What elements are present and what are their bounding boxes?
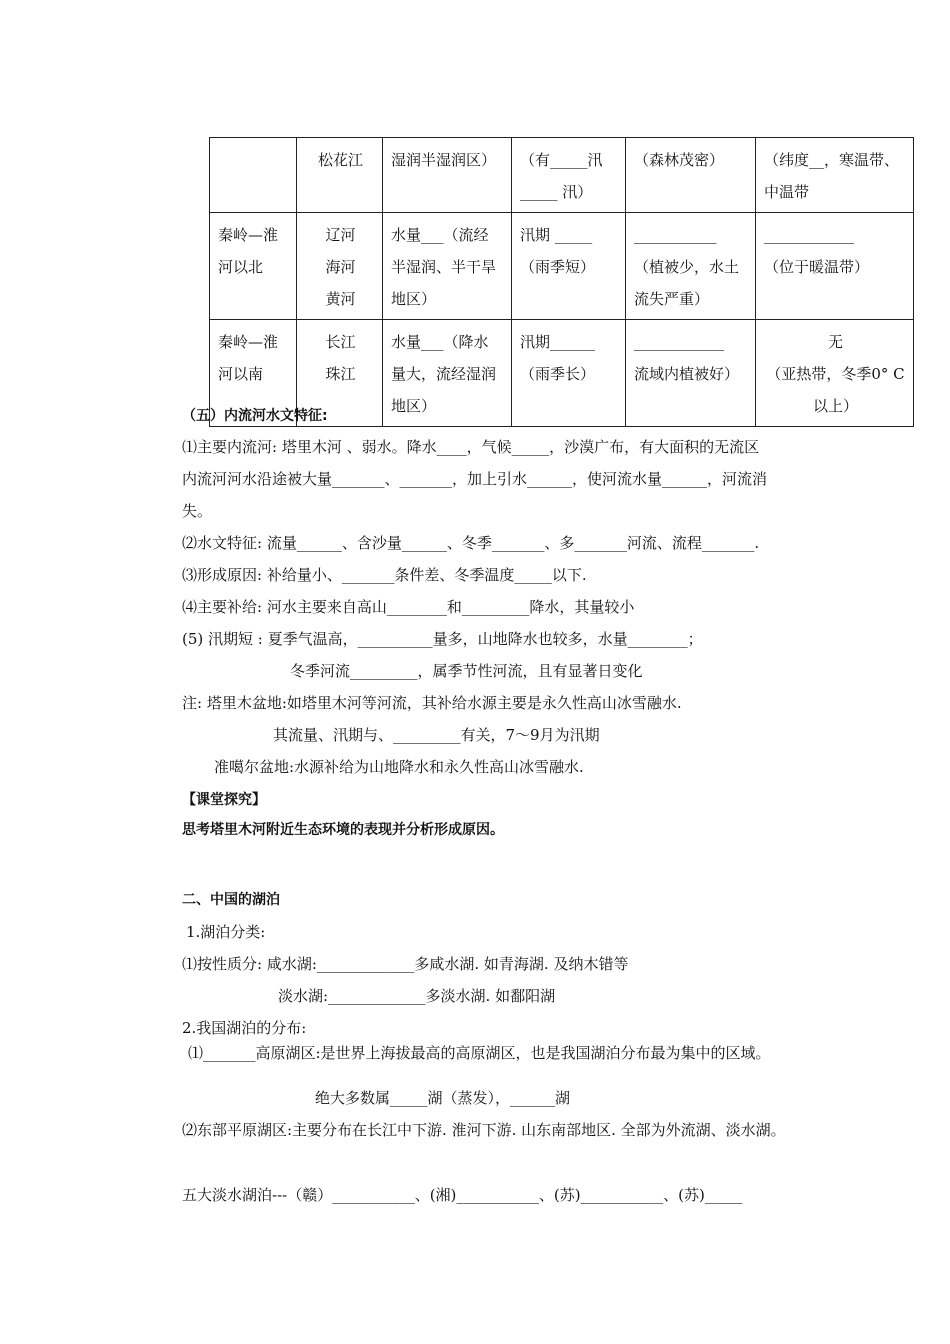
paragraph-line: ⑴主要内流河: 塔里木河 、弱水。降水____，气候_____，沙漠广布，有大面积的无流区 <box>182 438 760 456</box>
paragraph-line: 淡水湖:_____________多淡水湖. 如鄱阳湖 <box>278 987 556 1005</box>
table-cell: 长江 珠江 <box>297 320 383 427</box>
table-cell: ____________ （位于暖温带） <box>756 213 914 320</box>
table-cell: （纬度__，寒温带、 中温带 <box>756 138 914 213</box>
paragraph-line: ⑴_______高原湖区:是世界上海拔最高的高原湖区，也是我国湖泊分布最为集中的区域。 <box>188 1044 771 1062</box>
table-cell: （森林茂密） <box>626 138 756 213</box>
paragraph-line: 2.我国湖泊的分布: <box>182 1019 307 1037</box>
paragraph-line: ⑶形成原因: 补给量小、_______条件差、冬季温度_____以下. <box>182 566 587 584</box>
note-line: 准噶尔盆地:水源补给为山地降水和永久性高山冰雪融水. <box>214 758 584 776</box>
paragraph-line: ⑷主要补给: 河水主要来自高山________和_________降水，其量较小 <box>182 598 635 616</box>
table-cell: 湿润半湿润区） <box>383 138 512 213</box>
note-line: 注: 塔里木盆地:如塔里木河等河流，其补给水源主要是永久性高山冰雪融水. <box>182 694 682 712</box>
table-row <box>210 138 914 213</box>
table-cell: 汛期______ （雨季长） <box>512 320 626 427</box>
paragraph-line: 失。 <box>182 502 213 520</box>
table-cell: 水量___（流经 半湿润、半干旱 地区） <box>383 213 512 320</box>
note-line: 其流量、汛期与、_________有关，7～9月为汛期 <box>273 726 600 744</box>
paragraph-line: (5) 汛期短 : 夏季气温高，__________量多，山地降水也较多，水量________； <box>182 630 703 648</box>
paragraph-line: ⑴按性质分: 咸水湖:_____________多咸水湖. 如青海湖. 及纳木错等 <box>182 955 629 973</box>
table-cell <box>210 138 297 213</box>
explore-heading: 【课堂探究】 <box>182 792 266 808</box>
table-cell: 秦岭—淮 河以南 <box>210 320 297 427</box>
table-cell: 水量___（降水 量大，流经湿润 地区） <box>383 320 512 427</box>
lakes-heading: 二、中国的湖泊 <box>182 892 280 908</box>
paragraph-line: 冬季河流_________，属季节性河流，且有显著日变化 <box>290 662 643 680</box>
table-cell: 汛期 _____ （雨季短） <box>512 213 626 320</box>
explore-question: 思考塔里木河附近生态环境的表现并分析形成原因。 <box>182 822 504 838</box>
paragraph-line: 内流河河水沿途被大量_______、_______，加上引水______，使河流水量______，河流消 <box>182 470 768 488</box>
table-cell: 无 （亚热带，冬季0° C 以上） <box>756 320 914 427</box>
table-cell: 松花江 <box>297 138 383 213</box>
table-row <box>210 213 914 320</box>
table-cell: （有_____汛 _____ 汛） <box>512 138 626 213</box>
table-cell: 辽河 海河 黄河 <box>297 213 383 320</box>
section-heading: （五）内流河水文特征: <box>182 408 328 424</box>
paragraph-line: 五大淡水湖泊---（赣）___________、(湘)___________、(苏)___________、(苏)_____ <box>182 1186 743 1204</box>
paragraph-line: ⑵东部平原湖区:主要分布在长江中下游. 淮河下游. 山东南部地区. 全部为外流湖、淡水湖。 <box>182 1121 786 1139</box>
table-cell: ____________ 流域内植被好） <box>626 320 756 427</box>
paragraph-line: 1.湖泊分类: <box>186 923 266 941</box>
paragraph-line: ⑵水文特征: 流量______、含沙量______、冬季_______、多_______河流、流程_______. <box>182 534 760 552</box>
paragraph-line: 绝大多数属_____湖（蒸发），______湖 <box>315 1089 571 1107</box>
table-cell: ___________ （植被少，水土 流失严重） <box>626 213 756 320</box>
hydrology-table <box>209 137 914 427</box>
table-cell: 秦岭—淮 河以北 <box>210 213 297 320</box>
